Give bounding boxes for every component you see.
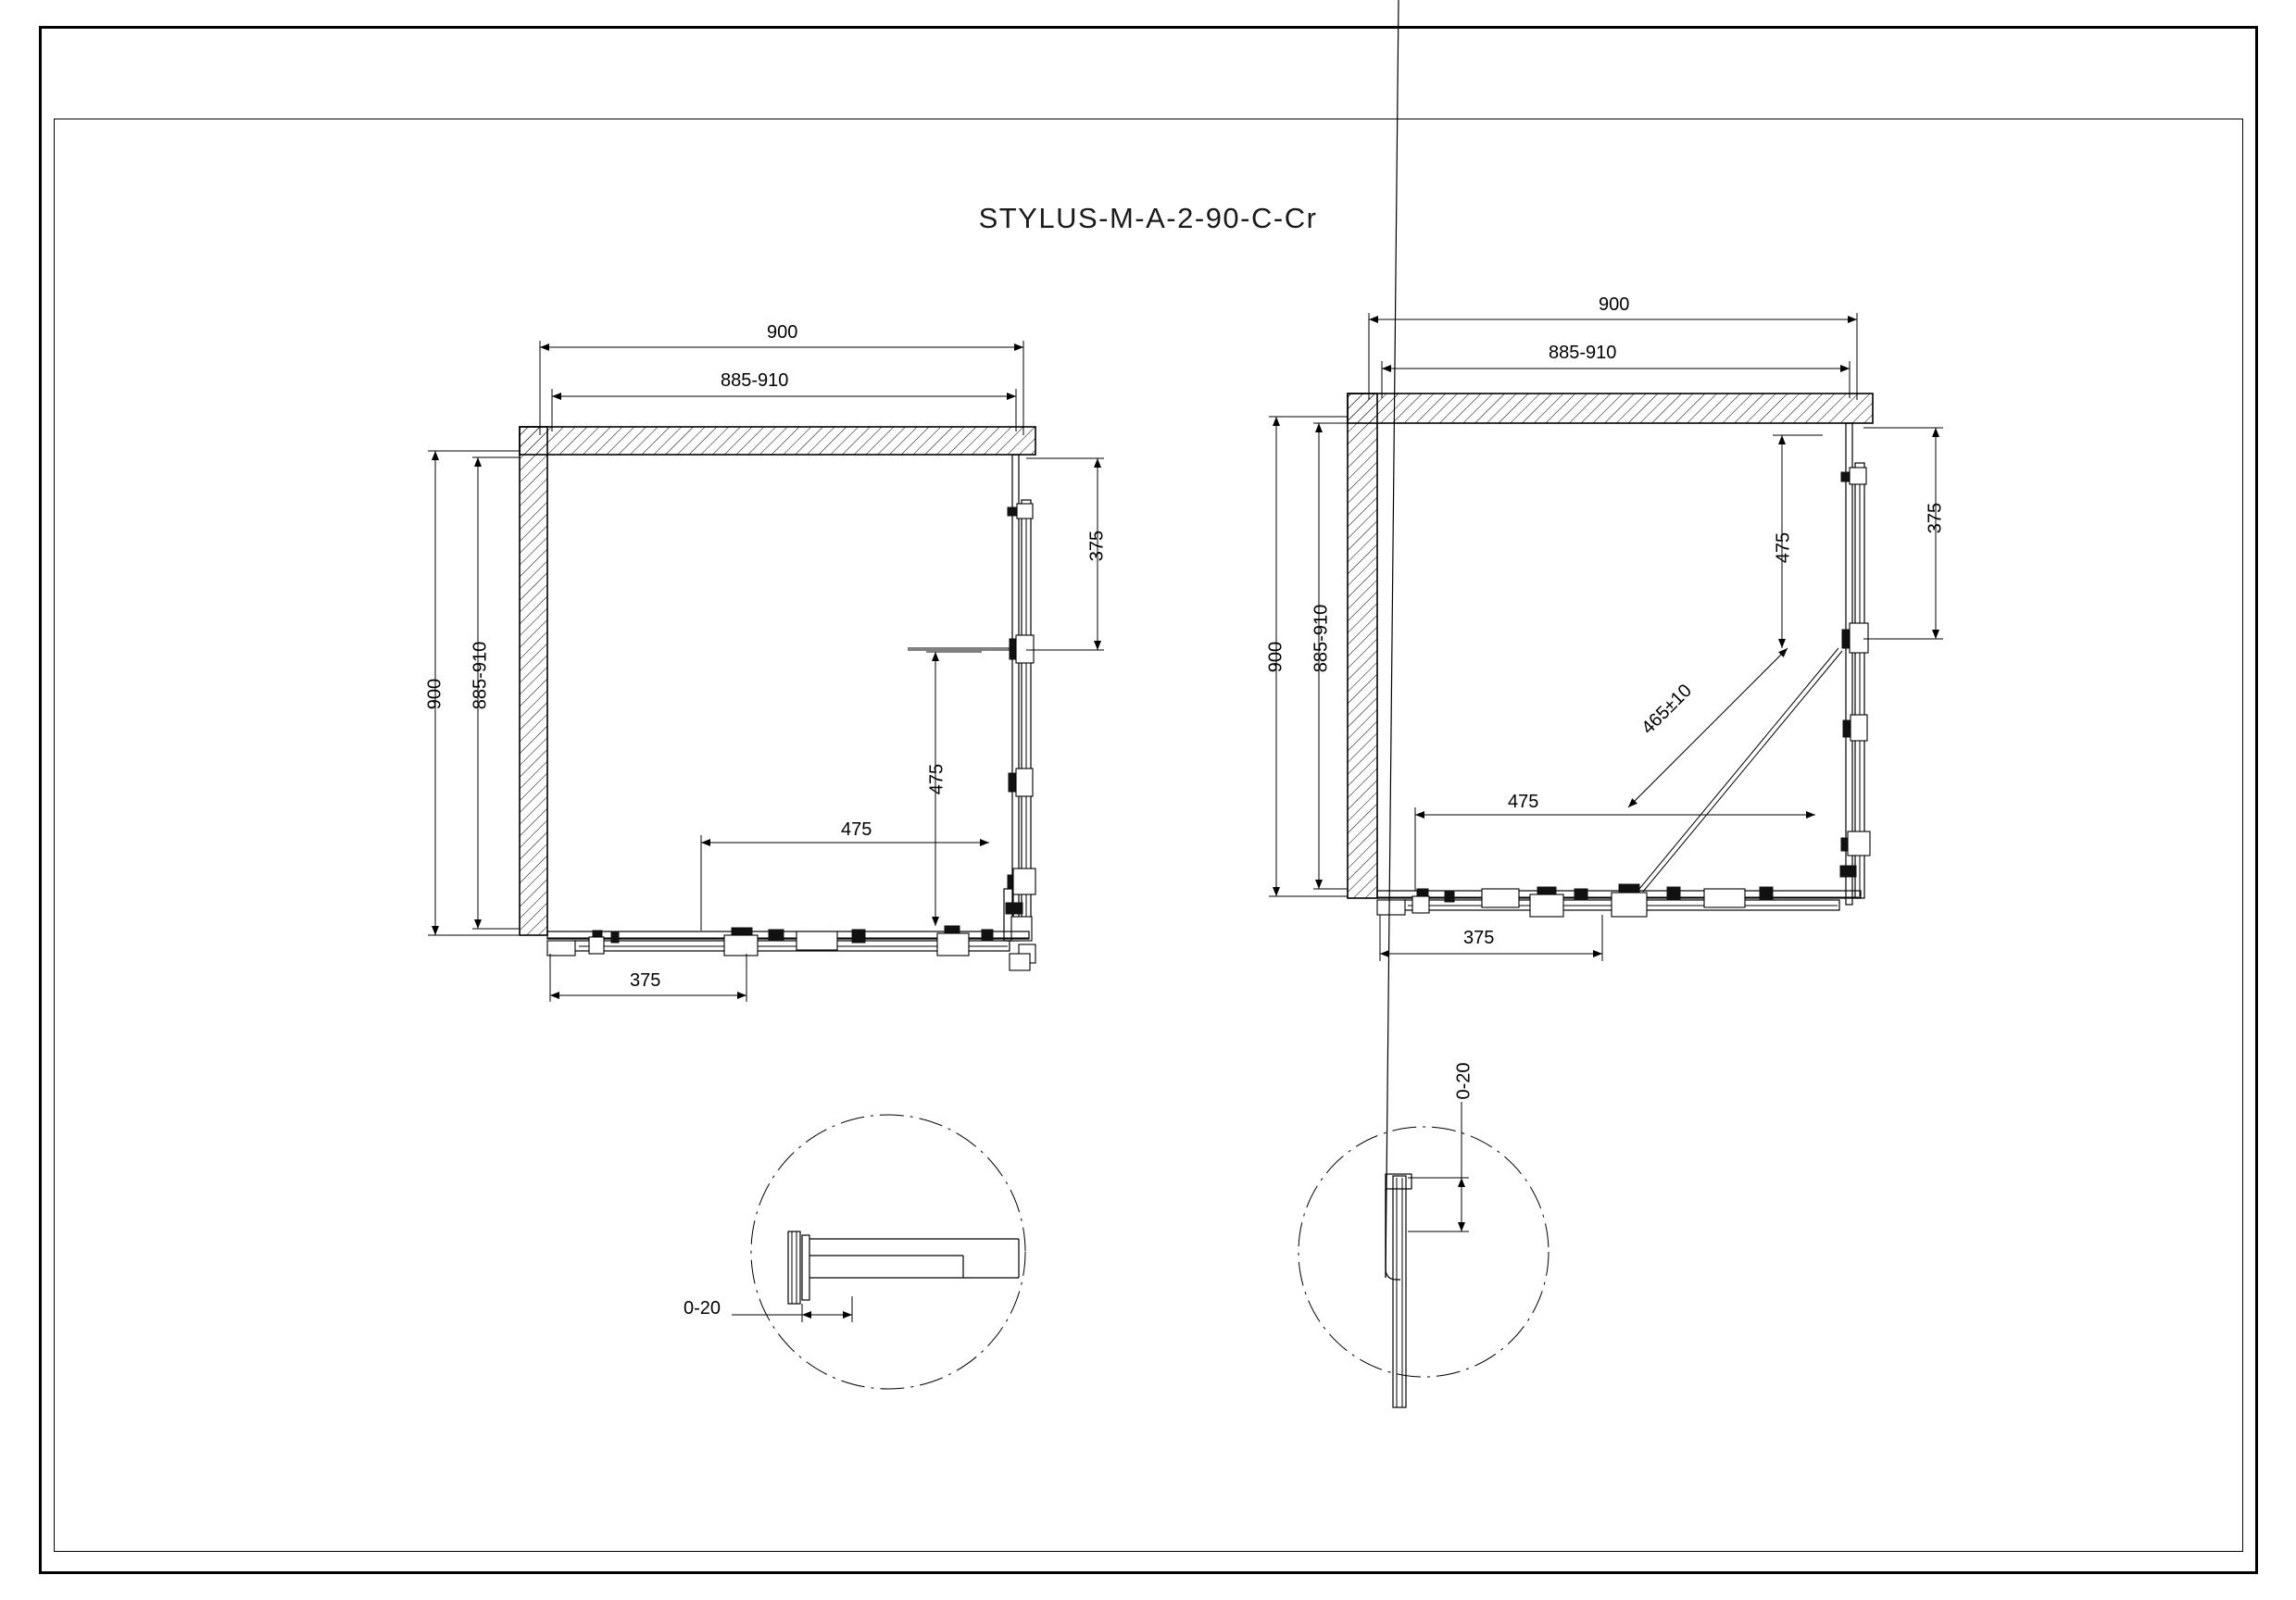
left-dim-inner-horizontal: 475 (841, 819, 872, 840)
page-title: STYLUS-M-A-2-90-C-Cr (978, 202, 1318, 234)
left-dim-inner-vertical: 475 (926, 763, 947, 795)
right-dim-top-overall: 900 (1599, 294, 1630, 315)
left-dim-left-inner: 885-910 (470, 641, 491, 710)
left-dim-right-vertical: 375 (1086, 530, 1108, 562)
right-detail-label: 0-20 (1453, 1062, 1474, 1100)
right-dim-left-overall: 900 (1265, 641, 1286, 673)
right-dim-top-inner: 885-910 (1549, 343, 1617, 363)
left-dim-left-overall: 900 (424, 678, 445, 710)
right-dim-left-inner: 885-910 (1311, 604, 1332, 673)
left-dim-top-inner: 885-910 (721, 370, 789, 391)
left-detail-label: 0-20 (684, 1298, 721, 1319)
right-dim-right-vertical: 375 (1925, 502, 1946, 534)
right-dim-diagonal: 465±10 (1637, 680, 1696, 739)
left-dim-bottom-horizontal: 375 (630, 970, 661, 991)
right-dim-inner-horizontal: 475 (1508, 792, 1539, 812)
left-dim-top-overall: 900 (767, 322, 798, 343)
right-dim-bottom-horizontal: 375 (1463, 928, 1495, 948)
right-dim-inner-vertical: 475 (1773, 531, 1794, 564)
